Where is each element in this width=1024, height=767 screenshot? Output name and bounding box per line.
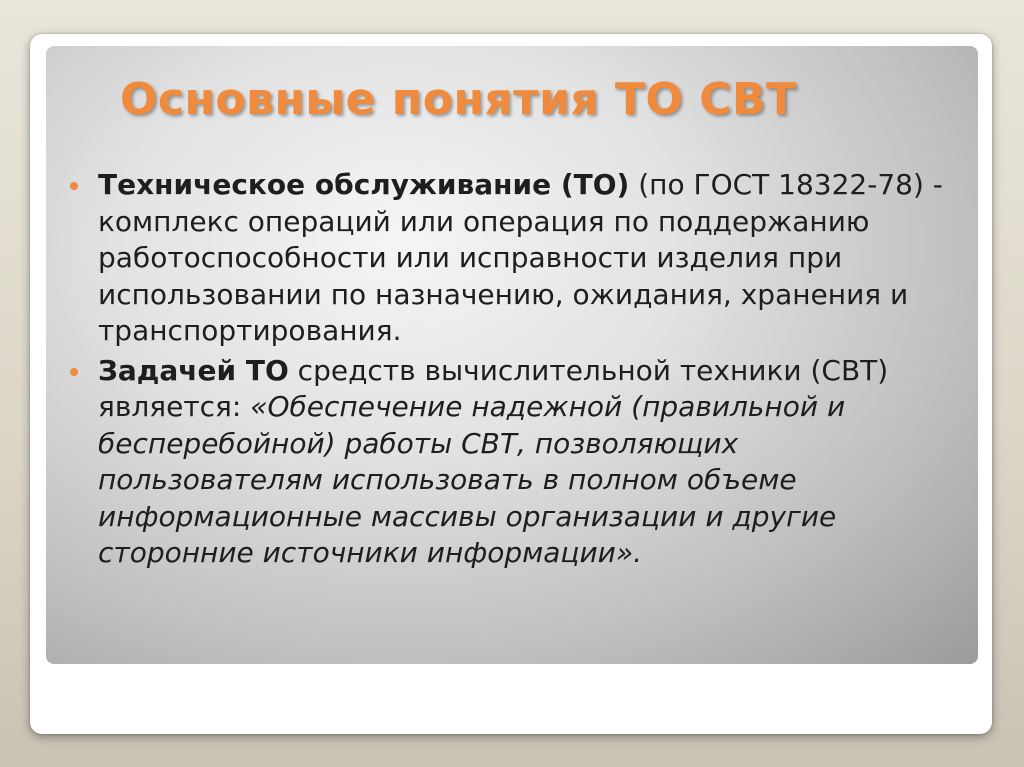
slide-title: Основные понятия ТО СВТ bbox=[120, 74, 797, 125]
definition-text: (по ГОСТ 18322-78) - комплекс операций или операция по поддержанию работоспособности или исправности изделия при использовании по назначению, ожидания, хранения и транспортирования. bbox=[98, 168, 943, 347]
term-task: Задачей ТО bbox=[98, 353, 289, 387]
bullet-dot-icon bbox=[70, 182, 78, 190]
bullet-list bbox=[98, 167, 943, 572]
task-text: средств вычислительной техники (СВТ) является: bbox=[98, 353, 889, 423]
term-maintenance: Техническое обслуживание (ТО) bbox=[98, 168, 630, 201]
bullet-item-maintenance bbox=[98, 167, 943, 350]
bullet-dot-icon bbox=[70, 368, 78, 376]
task-quote: «Обеспечение надежной (правильной и бесперебойной) работы СВТ, позволяющих пользователям использовать в полном объеме информационные массивы организации и другие сторонние источники информации». bbox=[98, 390, 846, 569]
bullet-item-task bbox=[98, 353, 943, 572]
